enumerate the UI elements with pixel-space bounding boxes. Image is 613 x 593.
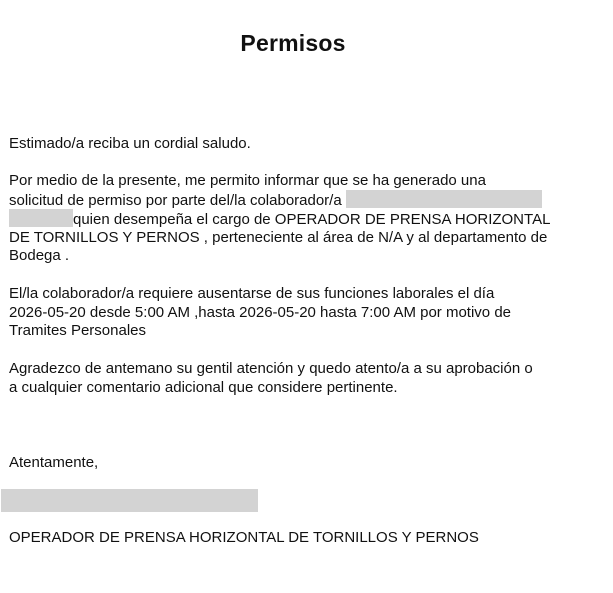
redacted-collaborator-name-continued (9, 209, 73, 227)
paragraph-line: Tramites Personales (9, 322, 146, 339)
paragraph-line: Bodega . (9, 247, 70, 264)
paragraph-line (9, 190, 542, 211)
paragraph-line: Agradezco de antemano su gentil atención y quedo atento/a a su aprobación o (9, 360, 533, 377)
paragraph-line (9, 209, 550, 230)
paragraph-text: quien desempeña el cargo de OPERADOR DE PRENSA HORIZONTAL (73, 211, 551, 228)
signature-role: OPERADOR DE PRENSA HORIZONTAL DE TORNILLOS Y PERNOS (9, 529, 479, 546)
greeting: Estimado/a reciba un cordial saludo. (9, 135, 251, 152)
closing: Atentamente, (9, 454, 99, 471)
paragraph-text: solicitud de permiso por parte del/la colaborador/a (9, 192, 342, 209)
page-title: Permisos (240, 30, 346, 56)
redacted-signature-name (1, 489, 258, 512)
paragraph-line: El/la colaborador/a requiere ausentarse de sus funciones laborales el día (9, 285, 495, 302)
paragraph-line: Por medio de la presente, me permito informar que se ha generado una (9, 172, 486, 189)
paragraph-line: 2026-05-20 desde 5:00 AM ,hasta 2026-05-20 hasta 7:00 AM por motivo de (9, 304, 512, 321)
redacted-collaborator-name (346, 190, 542, 208)
paragraph-line: a cualquier comentario adicional que considere pertinente. (9, 379, 398, 396)
paragraph-line: DE TORNILLOS Y PERNOS , perteneciente al área de N/A y al departamento de (9, 229, 548, 246)
